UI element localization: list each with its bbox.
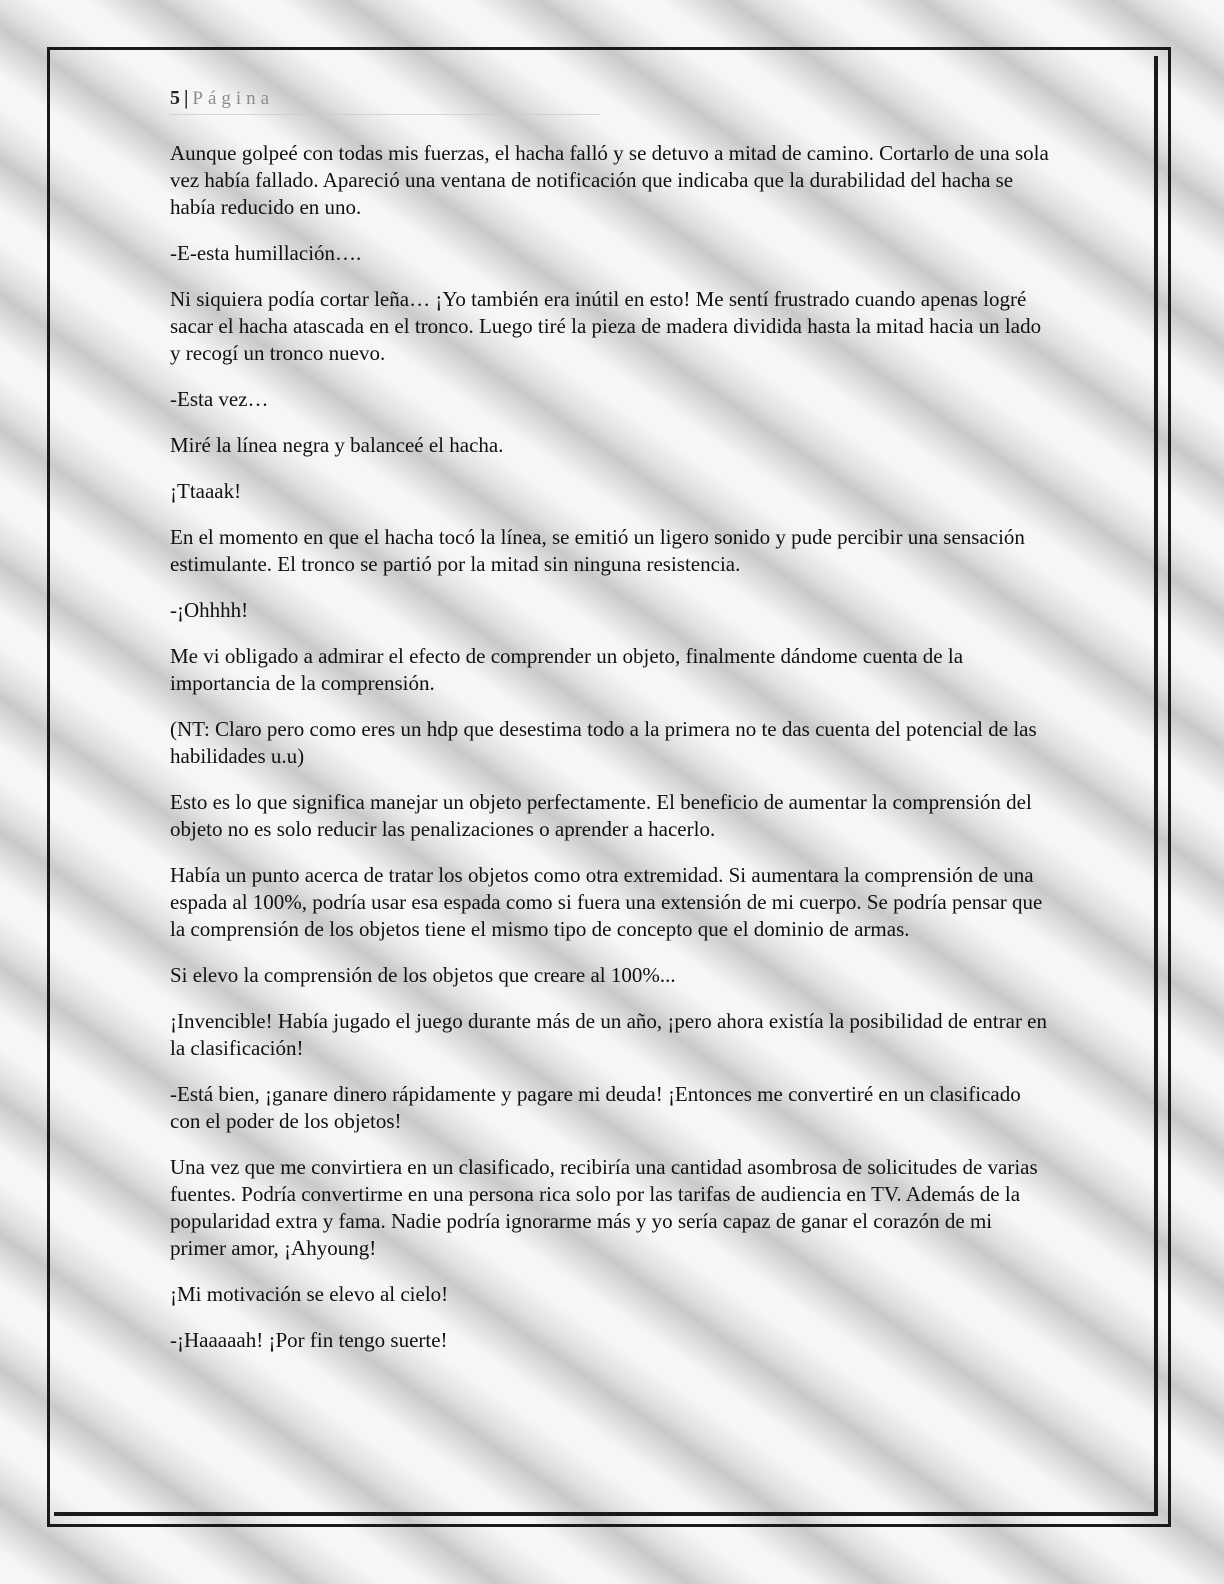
paragraph: -E-esta humillación…. (170, 241, 362, 265)
paragraph: En el momento en que el hacha tocó la línea, se emitió un ligero sonido y pude percibir una sensación estimulante. El tronco se partió por la mitad sin ninguna resistencia. (170, 525, 1025, 576)
paragraph: Ni siquiera podía cortar leña… ¡Yo también era inútil en esto! Me sentí frustrado cuando apenas logré sacar el hacha atascada en el tronco. Luego tiré la pieza de madera dividida hasta la mitad hacia un lado y recogí un tronco nuevo. (170, 287, 1042, 365)
paragraph: -¡Haaaaah! ¡Por fin tengo suerte! (170, 1328, 448, 1352)
paragraph: -Está bien, ¡ganare dinero rápidamente y pagare mi deuda! ¡Entonces me convertiré en un clasificado con el poder de los objetos! (170, 1082, 1021, 1133)
header-separator: | (184, 87, 189, 109)
page-header (170, 84, 600, 115)
paragraph: -¡Ohhhh! (170, 598, 249, 622)
body-text (170, 140, 1050, 1373)
paragraph: Una vez que me convirtiera en un clasificado, recibiría una cantidad asombrosa de solicitudes de varias fuentes. Podría convertirme en una persona rica solo por las tarifas de audiencia en TV. Además de la popularidad extra y fama. Nadie podría ignorarme más y yo sería capaz de ganar el corazón de mi primer amor, ¡Ahyoung! (170, 1155, 1038, 1260)
paragraph: ¡Invencible! Había jugado el juego durante más de un año, ¡pero ahora existía la posibilidad de entrar en la clasificación! (170, 1009, 1048, 1060)
page-number: 5 (170, 87, 180, 109)
paragraph: (NT: Claro pero como eres un hdp que desestima todo a la primera no te das cuenta del potencial de las habilidades u.u) (170, 717, 1037, 768)
paragraph: Si elevo la comprensión de los objetos que creare al 100%... (170, 963, 676, 987)
paragraph: ¡Ttaaak! (170, 479, 242, 503)
paragraph: -Esta vez… (170, 387, 269, 411)
paragraph: Me vi obligado a admirar el efecto de comprender un objeto, finalmente dándome cuenta de la importancia de la comprensión. (170, 644, 964, 695)
paragraph: ¡Mi motivación se elevo al cielo! (170, 1282, 449, 1306)
page-word: Página (192, 88, 275, 109)
paragraph: Había un punto acerca de tratar los objetos como otra extremidad. Si aumentara la comprensión de una espada al 100%, podría usar esa espada como si fuera una extensión de mi cuerpo. Se podría pensar que la comprensión de los objetos tiene el mismo tipo de concepto que el dominio de armas. (170, 863, 1043, 941)
paragraph: Esto es lo que significa manejar un objeto perfectamente. El beneficio de aumentar la comprensión del objeto no es solo reducir las penalizaciones o aprender a hacerlo. (170, 790, 1032, 841)
paragraph: Aunque golpeé con todas mis fuerzas, el hacha falló y se detuvo a mitad de camino. Cortarlo de una sola vez había fallado. Apareció una ventana de notificación que indicaba que la durabilidad del hacha se había reducido en uno. (170, 141, 1049, 219)
paragraph: Miré la línea negra y balanceé el hacha. (170, 433, 504, 457)
